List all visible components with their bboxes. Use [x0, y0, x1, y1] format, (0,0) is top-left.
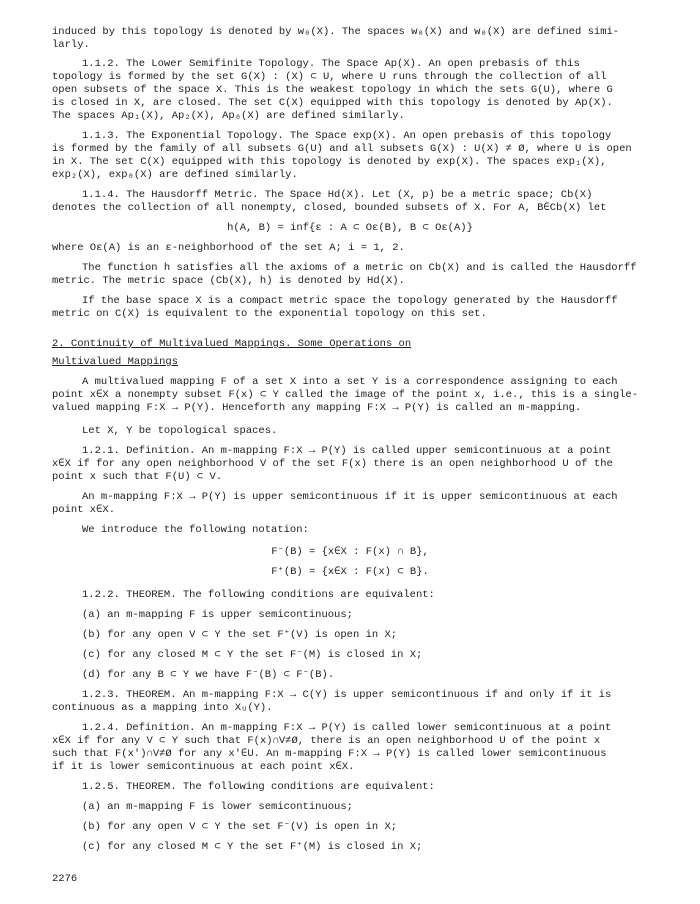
text-line: open subsets of the space X. This is the weakest topology in which the sets G(U), where G	[52, 84, 613, 96]
text-line: Let X, Y be topological spaces.	[82, 425, 278, 437]
text-line: denotes the collection of all nonempty, closed, bounded subsets of X. For A, B∈Cb(X) let	[52, 202, 607, 214]
text-line: metric on C(X) is equivalent to the exponential topology on this set.	[52, 308, 487, 320]
text-line: point x∈X a nonempty subset F(x) ⊂ Y called the image of the point x, i.e., this is a single-	[52, 389, 639, 401]
text-line: A multivalued mapping F of a set X into a set Y is a correspondence assigning to each	[82, 376, 618, 388]
page-number: 2276	[52, 873, 78, 885]
formula-preimage-lower: F⁻(B) = {x∈X : F(x) ∩ B},	[271, 546, 429, 558]
text-line: We introduce the following notation:	[82, 524, 309, 536]
theorem-item: (b) for any open V ⊂ Y the set F⁻(V) is open in X;	[82, 821, 398, 833]
text-line: is formed by the family of all subsets G(U) and all subsets G(X) : U(X) ≠ Ø, where U is open	[52, 143, 632, 155]
text-line: x∈X if for any open neighborhood V of the set F(x) there is an open neighborhood U of the	[52, 458, 613, 470]
text-line: x∈X if for any V ⊂ Y such that F(x)∩V≠Ø, there is an open neighborhood U of the point x	[52, 735, 601, 747]
section-heading-1-1-3: 1.1.3. The Exponential Topology. The Space exp(X). An open prebasis of this topology	[82, 130, 612, 142]
formula-hausdorff: h(A, B) = inf{ε : A ⊂ Oε(B), B ⊂ Oε(A)}	[227, 222, 473, 234]
section-heading-1-1-4: 1.1.4. The Hausdorff Metric. The Space Hd(X). Let (X, p) be a metric space; Cb(X)	[82, 189, 593, 201]
section-title: 2. Continuity of Multivalued Mappings. Some Operations on	[52, 338, 412, 350]
text-line: valued mapping F:X → P(Y). Henceforth any mapping F:X → P(Y) is called an m-mapping.	[52, 402, 582, 414]
text-line: point x∈X.	[52, 504, 116, 516]
theorem-item: (d) for any B ⊂ Y we have F⁻(B) ⊂ F⁻(B).	[82, 669, 335, 681]
section-heading-1-1-2: 1.1.2. The Lower Semifinite Topology. The Space Ap(X). An open prebasis of this	[82, 58, 580, 70]
text-line: larly.	[52, 39, 90, 51]
theorem-item: (c) for any closed M ⊂ Y the set F⁺(M) is closed in X;	[82, 841, 423, 853]
theorem-1-2-3: 1.2.3. THEOREM. An m-mapping F:X → C(Y) is upper semicontinuous if and only if it is	[82, 689, 612, 701]
text-line: is closed in X, are closed. The set C(X) equipped with this topology is denoted by Ap(X).	[52, 97, 613, 109]
text-line: The spaces Ap₁(X), Ap₂(X), Ap₀(X) are defined similarly.	[52, 110, 405, 122]
theorem-item: (b) for any open V ⊂ Y the set F⁺(V) is open in X;	[82, 629, 398, 641]
text-line: An m-mapping F:X → P(Y) is upper semicontinuous if it is upper semicontinuous at each	[82, 491, 618, 503]
definition-1-2-1: 1.2.1. Definition. An m-mapping F:X → P(Y) is called upper semicontinuous at a point	[82, 445, 612, 457]
text-line: such that F(x')∩V≠Ø for any x'∈U. An m-mapping F:X → P(Y) is called lower semicontinuous	[52, 748, 607, 760]
text-line: continuous as a mapping into Xᵤ(Y).	[52, 702, 273, 714]
formula-preimage-upper: F⁺(B) = {x∈X : F(x) ⊂ B}.	[271, 566, 429, 578]
definition-1-2-4: 1.2.4. Definition. An m-mapping F:X → P(Y) is called lower semicontinuous at a point	[82, 722, 612, 734]
theorem-item: (a) an m-mapping F is lower semicontinuous;	[82, 801, 353, 813]
text-line: point x such that F(U) ⊂ V.	[52, 471, 223, 483]
theorem-1-2-5: 1.2.5. THEOREM. The following conditions are equivalent:	[82, 781, 435, 793]
text-line: in X. The set C(X) equipped with this topology is denoted by exp(X). The spaces exp₁(X),	[52, 156, 607, 168]
text-line: topology is formed by the set G(X) : (X) ⊂ U, where U runs through the collection of all	[52, 71, 607, 83]
text-line: where Oε(A) is an ε-neighborhood of the set A; i = 1, 2.	[52, 242, 405, 254]
text-line: if it is lower semicontinuous at each point x∈X.	[52, 761, 355, 773]
text-line: metric. The metric space (Cb(X), h) is denoted by Hd(X).	[52, 275, 405, 287]
theorem-item: (c) for any closed M ⊂ Y the set F⁻(M) is closed in X;	[82, 649, 423, 661]
theorem-item: (a) an m-mapping F is upper semicontinuous;	[82, 609, 353, 621]
text-line: induced by this topology is denoted by w₀(X). The spaces w₀(X) and w₀(X) are defined simi-	[52, 26, 620, 38]
text-line: exp₂(X), exp₀(X) are defined similarly.	[52, 169, 298, 181]
section-title-cont: Multivalued Mappings	[52, 356, 179, 368]
theorem-1-2-2: 1.2.2. THEOREM. The following conditions are equivalent:	[82, 589, 435, 601]
text-line: The function h satisfies all the axioms of a metric on Cb(X) and is called the Hausdorff	[82, 262, 637, 274]
text-line: If the base space X is a compact metric space the topology generated by the Hausdorff	[82, 295, 618, 307]
